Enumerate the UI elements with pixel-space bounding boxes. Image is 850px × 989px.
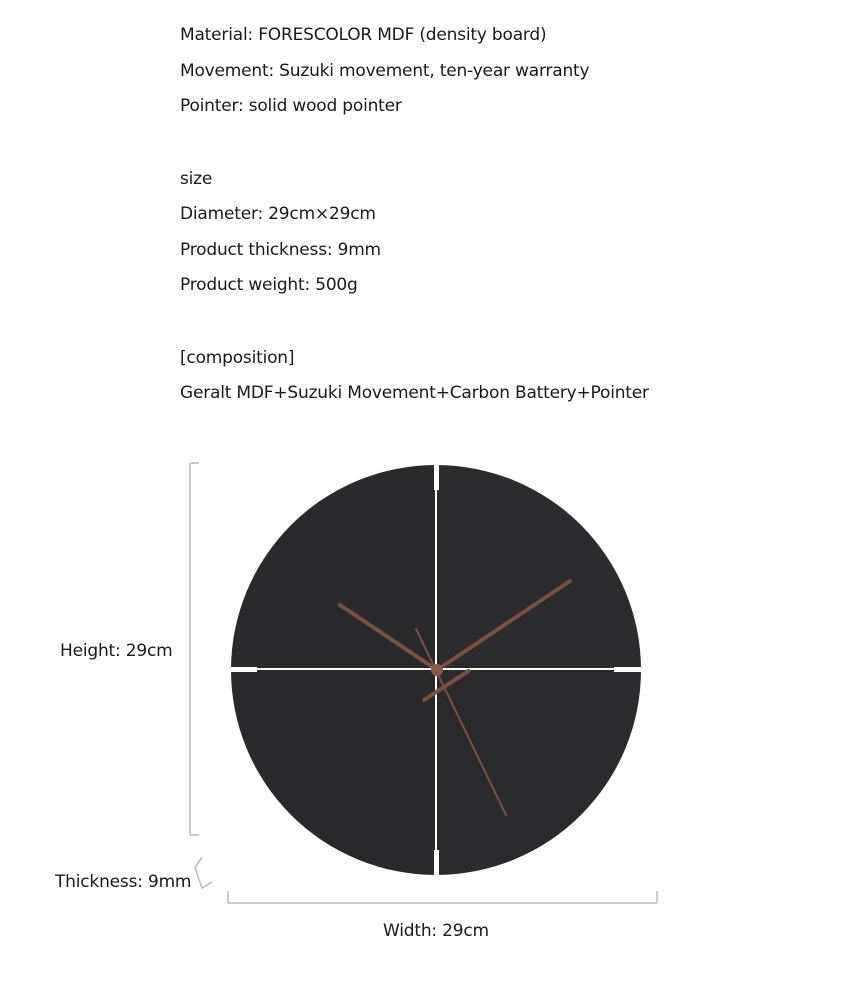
- composition-spec: Geralt MDF+Suzuki Movement+Carbon Battery+Pointer: [180, 383, 649, 403]
- notch-3: [614, 667, 642, 672]
- movement-spec: Movement: Suzuki movement, ten-year warranty: [180, 60, 590, 81]
- material-spec: Material: FORESCOLOR MDF (density board): [180, 25, 547, 45]
- pointer-spec: Pointer: solid wood pointer: [180, 96, 402, 116]
- composition-heading: [composition]: [180, 347, 295, 368]
- height-label: Height: 29cm: [60, 641, 173, 661]
- size-heading: size: [180, 168, 213, 189]
- width-label: Width: 29cm: [383, 921, 489, 941]
- hand-center-cap: [431, 664, 443, 676]
- clock-quarter-bottom-left: [228, 670, 435, 880]
- diameter-spec: Diameter: 29cm×29cm: [180, 204, 376, 224]
- weight-spec: Product weight: 500g: [180, 275, 358, 295]
- thickness-label: Thickness: 9mm: [55, 872, 192, 892]
- notch-9: [229, 667, 257, 672]
- height-dimension-line: [190, 463, 199, 835]
- thickness-spec: Product thickness: 9mm: [180, 239, 381, 260]
- thickness-dimension-line: [195, 857, 212, 888]
- notch-12: [434, 462, 439, 490]
- width-dimension-line: [228, 891, 657, 903]
- clock-quarter-bottom-right: [437, 670, 647, 880]
- clock-quarter-top-left: [228, 462, 435, 668]
- notch-6: [434, 850, 439, 878]
- clock-quarter-top-right: [437, 462, 647, 668]
